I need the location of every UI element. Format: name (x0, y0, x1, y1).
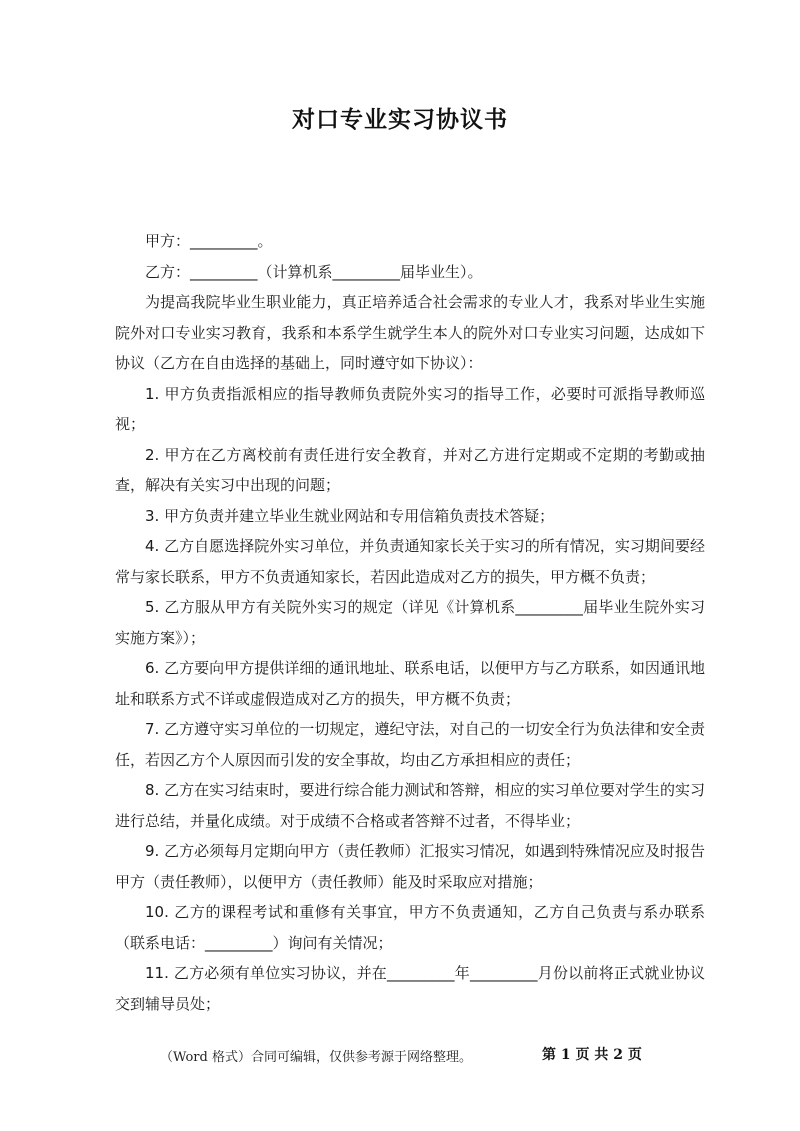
document-body (115, 226, 705, 1019)
clause-8: 8. 乙方在实习结束时，要进行综合能力测试和答辩，相应的实习单位要对学生的实习进行总结，并量化成绩。对于成绩不合格或者答辩不过者，不得毕业； (115, 781, 705, 830)
clause-10: 10. 乙方的课程考试和重修有关事宜，甲方不负责通知，乙方自己负责与系办联系（联系电话：_________）询问有关情况； (115, 903, 705, 952)
clause-6: 6. 乙方要向甲方提供详细的通讯地址、联系电话，以便甲方与乙方联系，如因通讯地址和联系方式不详或虚假造成对乙方的损失，甲方概不负责； (115, 659, 705, 708)
clause-7: 7. 乙方遵守实习单位的一切规定，遵纪守法，对自己的一切安全行为负法律和安全责任，若因乙方个人原因而引发的安全事故，均由乙方承担相应的责任； (115, 720, 705, 769)
party-a-line: 甲方：_________。 (145, 232, 273, 250)
clause-2: 2. 甲方在乙方离校前有责任进行安全教育，并对乙方进行定期或不定期的考勤或抽查，解决有关实习中出现的问题； (115, 445, 705, 494)
document-title: 对口专业实习协议书 (292, 107, 508, 133)
clause-3: 3. 甲方负责并建立毕业生就业网站和专用信箱负责技术答疑； (145, 506, 555, 525)
clause-9: 9. 乙方必须每月定期向甲方（责任教师）汇报实习情况，如遇到特殊情况应及时报告甲方（责任教师），以便甲方（责任教师）能及时采取应对措施； (115, 842, 705, 891)
clause-4: 4. 乙方自愿选择院外实习单位，并负责通知家长关于实习的所有情况，实习期间要经常与家长联系，甲方不负责通知家长，若因此造成对乙方的损失，甲方概不负责； (115, 537, 705, 586)
clause-5: 5. 乙方服从甲方有关院外实习的规定（详见《计算机系_________届毕业生院外实习实施方案》）； (115, 598, 705, 647)
footer-note: （Word 格式）合同可编辑，仅供参考源于网络整理。 (160, 1050, 472, 1065)
page-number: 第 1 页 共 2 页 (542, 1047, 642, 1063)
preamble-paragraph: 为提高我院毕业生职业能力，真正培养适合社会需求的专业人才，我系对毕业生实施院外对口专业实习教育，我系和本系学生就学生本人的院外对口专业实习问题，达成如下协议（乙方在自由选择的基础上，同时遵守如下协议）： (115, 293, 705, 372)
party-b-line: 乙方：_________（计算机系_________届毕业生）。 (145, 262, 483, 281)
clause-11: 11. 乙方必须有单位实习协议，并在_________年_________月份以前将正式就业协议交到辅导员处； (115, 964, 705, 1013)
clause-1: 1. 甲方负责指派相应的指导教师负责院外实习的指导工作，必要时可派指导教师巡视； (115, 384, 705, 433)
